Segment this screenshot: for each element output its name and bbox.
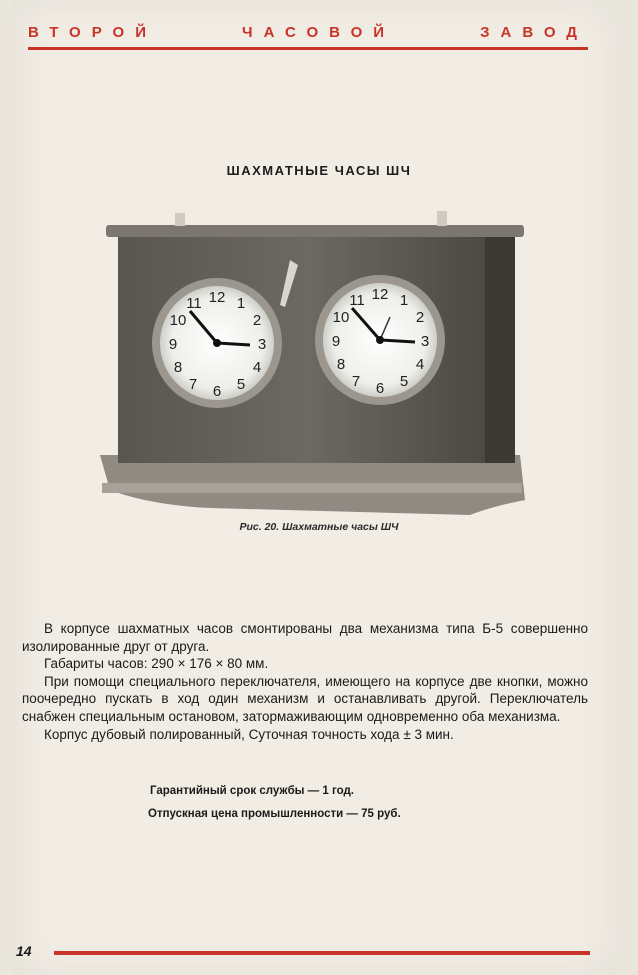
dial-number: 2 xyxy=(415,309,425,326)
dial-number: 2 xyxy=(252,312,262,329)
dial-number: 8 xyxy=(173,359,183,376)
dial-number: 9 xyxy=(168,336,178,353)
header-word: ВТОРОЙ xyxy=(28,24,157,41)
header-word: ЗАВОД xyxy=(480,24,588,41)
description-text xyxy=(22,620,588,743)
dial-number: 11 xyxy=(349,292,365,309)
left-button xyxy=(175,213,185,226)
dial-number: 1 xyxy=(236,295,246,312)
warranty-line: Гарантийный срок службы — 1 год. xyxy=(150,785,354,797)
product-title: ШАХМАТНЫЕ ЧАСЫ ШЧ xyxy=(226,163,412,178)
dial-number: 1 xyxy=(399,292,409,309)
dial-number: 6 xyxy=(212,383,222,400)
dial-number: 4 xyxy=(252,359,262,376)
dial-number: 4 xyxy=(415,356,425,373)
paragraph: В корпусе шахматных часов смонтированы два механизма типа Б-5 совершенно изолированные друг от друга. xyxy=(22,621,588,654)
dial-number: 10 xyxy=(332,309,350,326)
dial-number: 11 xyxy=(186,295,202,312)
figure-caption: Рис. 20. Шахматные часы ШЧ xyxy=(239,521,399,533)
dial-number: 9 xyxy=(331,333,341,350)
clock-lid xyxy=(106,225,524,237)
header-title xyxy=(28,24,588,41)
paragraph: При помощи специального переключателя, имеющего на корпусе две кнопки, можно поочередно пускать в ход один механизм и останавливать другой. Переключатель снабжен специальным остановом, затормаживающим одновременно оба механизма. xyxy=(22,673,588,724)
right-hour-hand xyxy=(380,340,415,342)
price-line: Отпускная цена промышленности — 75 руб. xyxy=(148,808,401,820)
chess-clock-photo xyxy=(90,205,540,525)
page-number: 14 xyxy=(16,943,32,959)
dial-number: 7 xyxy=(188,376,198,393)
right-button xyxy=(437,211,447,226)
paragraph: Габариты часов: 290 × 176 × 80 мм. xyxy=(44,656,269,672)
dial-number: 8 xyxy=(336,356,346,373)
header-word: ЧАСОВОЙ xyxy=(242,24,396,41)
paragraph: Корпус дубовый полированный, Суточная точность хода ± 3 мин. xyxy=(44,726,454,742)
header-rule xyxy=(28,47,588,50)
terms-block xyxy=(148,780,528,826)
footer-rule xyxy=(54,951,590,955)
dial-number: 5 xyxy=(399,373,409,390)
dial-number: 5 xyxy=(236,376,246,393)
left-hour-hand xyxy=(217,343,250,345)
dial-number: 3 xyxy=(420,333,430,350)
dial-number: 3 xyxy=(257,336,267,353)
dial-number: 10 xyxy=(169,312,187,329)
dial-number: 7 xyxy=(351,373,361,390)
dial-number: 6 xyxy=(375,380,385,397)
dial-number: 12 xyxy=(208,289,226,306)
dial-number: 12 xyxy=(371,286,389,303)
